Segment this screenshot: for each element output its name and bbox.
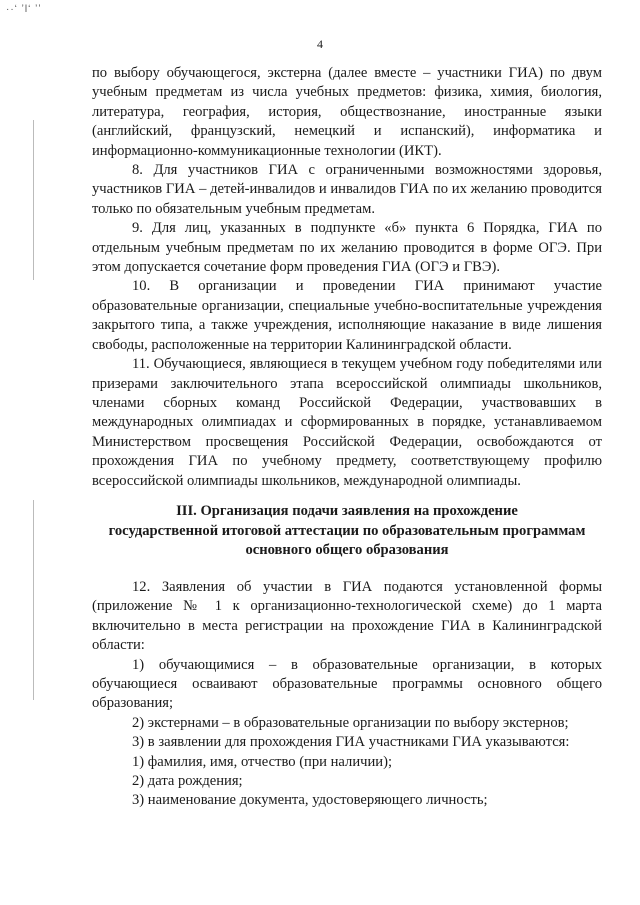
body-text-bottom bbox=[92, 578, 602, 811]
list-item: 1) фамилия, имя, отчество (при наличии); bbox=[132, 753, 393, 770]
paragraph-8: 8. Для участников ГИА с ограниченными возможностями здоровья, участников ГИА – детей-инвалидов и инвалидов ГИА по их желанию проводится только по обязательным учебным предметам. bbox=[92, 162, 602, 217]
paragraph-9: 9. Для лиц, указанных в подпункте «б» пункта 6 Порядка, ГИА по отдельным учебным предметам по их желанию проводится в форме ОГЭ. При этом допускается сочетание форм проведения ГИА (ОГЭ и ГВЭ). bbox=[92, 220, 602, 276]
subitem-1: 1) обучающимися – в образовательные организации, в которых обучающиеся осваивают образовательные программы основного общего образования; bbox=[92, 656, 602, 712]
section-title bbox=[92, 502, 602, 561]
list-item: 2) дата рождения; bbox=[132, 773, 243, 790]
binding-margin-line bbox=[33, 120, 34, 280]
subitem-2: 2) экстернами – в образовательные организации по выбору экстернов; bbox=[132, 714, 569, 731]
scan-mark: ··ʻ ʼlʻ ʼʼ bbox=[6, 4, 42, 15]
paragraph: по выбору обучающегося, экстерна (далее вместе – участники ГИА) по двум учебным предметам из числа учебных предметов: физика, химия, биология, литература, география, история, обществознание, иностранные языки (английский, французский, немецкий и испанский), информатика и информационно-коммуникационные технологии (ИКТ). bbox=[92, 65, 602, 159]
section-title-line: государственной итоговой аттестации по образовательным программам bbox=[108, 522, 586, 539]
binding-margin-line bbox=[33, 500, 34, 700]
subitem-3: 3) в заявлении для прохождения ГИА участниками ГИА указываются: bbox=[132, 734, 570, 751]
section-title-line: III. Организация подачи заявления на прохождение bbox=[176, 503, 518, 519]
paragraph-10: 10. В организации и проведении ГИА принимают участие образовательные организации, специальные учебно-воспитательные учреждения закрытого типа, а также учреждения, исполняющие наказание в виде лишения свободы, расположенные на территории Калининградской области. bbox=[92, 278, 602, 353]
body-text-top bbox=[92, 64, 602, 491]
list-item: 3) наименование документа, удостоверяющего личность; bbox=[132, 792, 488, 809]
paragraph-12: 12. Заявления об участии в ГИА подаются установленной формы (приложение № 1 к организационно-технологической схеме) до 1 марта включительно в места регистрации на прохождение ГИА в Калининградской области: bbox=[92, 579, 602, 654]
paragraph-11: 11. Обучающиеся, являющиеся в текущем учебном году победителями или призерами заключительного этапа всероссийской олимпиады школьников, членами сборных команд Российской Федерации, участвовавших в международных олимпиадах и сформированных в порядке, устанавливаемом Министерством просвещения Российской Федерации, освобождаются от прохождения ГИА по учебному предмету, соответствующему профилю всероссийской олимпиады школьников, международной олимпиады. bbox=[92, 356, 602, 489]
section-title-line: основного общего образования bbox=[245, 542, 449, 558]
page-number: 4 bbox=[317, 37, 323, 51]
